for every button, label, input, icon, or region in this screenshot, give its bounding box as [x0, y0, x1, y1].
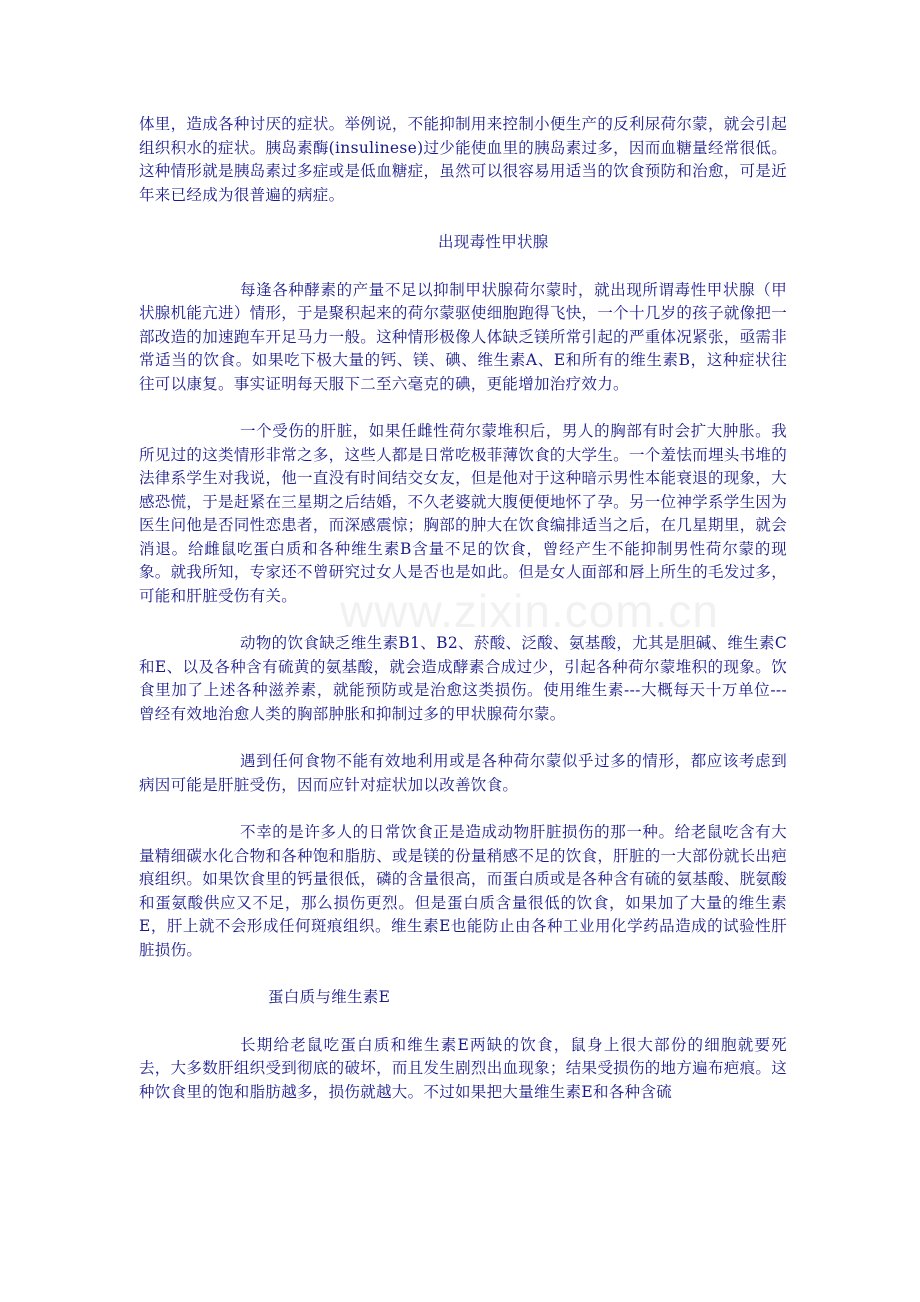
paragraph-vitamins: 动物的饮食缺乏维生素B1、B2、菸酸、泛酸、氨基酸，尤其是胆碱、维生素C和E、以及各种含有硫黄的氨基酸，就会造成酵素合成过少，引起各种荷尔蒙堆积的现象。饮食里加了上述各种滋养素，就能预防或是治愈这类损伤。使用维生素---大概每天十万单位---曾经有效地治愈人类的胸部肿胀和抑制过多的甲状腺荷尔蒙。 [139, 634, 787, 723]
paragraph-diet: 不幸的是许多人的日常饮食正是造成动物肝脏损伤的那一种。给老鼠吃含有大量精细碳水化合物和各种饱和脂肪、或是镁的份量稍感不足的饮食，肝脏的一大部份就长出疤痕组织。如果饮食里的钙量很低，磷的含量很高，而蛋白质或是各种含有硫的氨基酸、胱氨酸和蛋氨酸供应又不足，那么损伤更烈。但是蛋白质含量很低的饮食，如果加了大量的维生素E，肝上就不会形成任何斑痕组织。维生素E也能防止由各种工业用化学药品造成的试验性肝脏损伤。 [139, 823, 787, 959]
watermark: www.zixin.com.cn [340, 585, 719, 637]
section-heading-thyroid: 出现毒性甲状腺 [438, 233, 549, 251]
paragraph-intro: 体里，造成各种讨厌的症状。举例说，不能抑制用来控制小便生产的反利尿荷尔蒙，就会引起组织积水的症状。胰岛素酶(insulinese)过少能使血里的胰岛素过多，因而血糖量经常很低。这种情形就是胰岛素过多症或是低血糖症，虽然可以很容易用适当的饮食预防和治愈，可是近年来已经成为很普遍的病症。 [139, 115, 787, 204]
section-heading-protein-vitamin-e: 蛋白质与维生素E [268, 988, 391, 1006]
paragraph-liver: 一个受伤的肝脏，如果任雌性荷尔蒙堆积后，男人的胸部有时会扩大肿胀。我所见过的这类情形非常之多，这些人都是日常吃极菲薄饮食的大学生。一个羞怯而埋头书堆的法律系学生对我说，他一直没有时间结交女友，但是他对于这种暗示男性本能衰退的现象，大感恐慌，于是赶紧在三星期之后结婚，不久老婆就大腹便便地怀了孕。另一位神学系学生因为医生问他是否同性恋患者，而深感震惊；胸部的肿大在饮食编排适当之后，在几星期里，就会消退。给雌鼠吃蛋白质和各种维生素B含量不足的饮食，曾经产生不能抑制男性荷尔蒙的现象。就我所知，专家还不曾研究过女人是否也是如此。但是女人面部和唇上所生的毛发过多，可能和肝脏受伤有关。 [139, 422, 787, 605]
paragraph-food: 遇到任何食物不能有效地利用或是各种荷尔蒙似乎过多的情形，都应该考虑到病因可能是肝脏受伤，因而应针对症状加以改善饮食。 [139, 752, 787, 794]
paragraph-protein: 长期给老鼠吃蛋白质和维生素E两缺的饮食，鼠身上很大部份的细胞就要死去，大多数肝组织受到彻底的破坏，而且发生剧烈出血现象；结果受损伤的地方遍布疤痕。这种饮食里的饱和脂肪越多，损伤就越大。不过如果把大量维生素E和各种含硫 [139, 1035, 787, 1101]
document-body [139, 113, 787, 1128]
paragraph-thyroid: 每逢各种酵素的产量不足以抑制甲状腺荷尔蒙时，就出现所谓毒性甲状腺（甲状腺机能亢进）情形，于是聚积起来的荷尔蒙驱使细胞跑得飞快，一个十几岁的孩子就像把一部改造的加速跑车开足马力一般。这种情形极像人体缺乏镁所常引起的严重体况紧张，亟需非常适当的饮食。如果吃下极大量的钙、镁、碘、维生素A、E和所有的维生素B，这种症状往往可以康复。事实证明每天服下二至六毫克的碘，更能增加治疗效力。 [139, 280, 787, 393]
